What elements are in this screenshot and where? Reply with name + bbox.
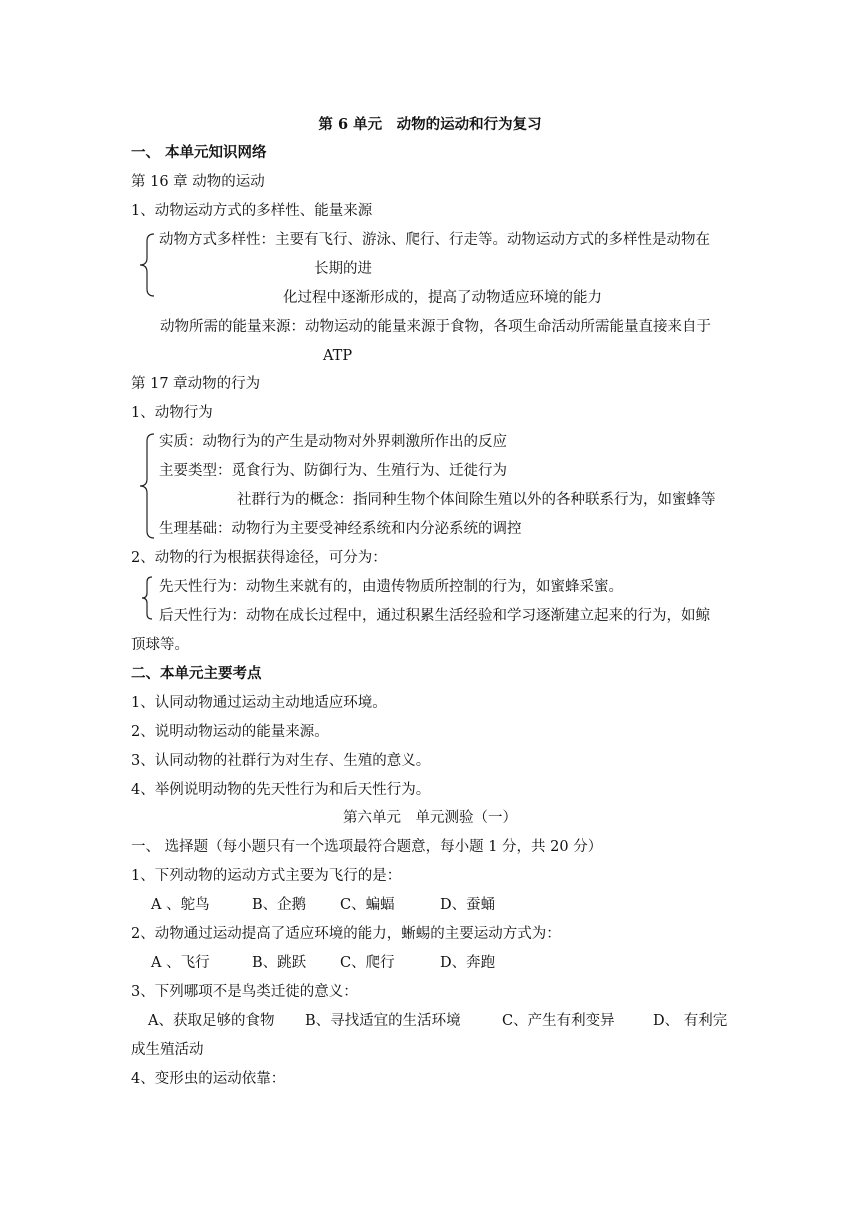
left-brace-behavior [138, 432, 156, 540]
behavior-essence: 实质：动物行为的产生是动物对外界刺激所作出的反应 [159, 434, 507, 450]
energy-source-line-2: ATP [323, 348, 353, 364]
key-point-item: 2、说明动物运动的能量来源。 [131, 724, 329, 740]
question-1-option-d: D、蚕蛹 [440, 897, 496, 913]
question-4-stem: 4、变形虫的运动依靠： [131, 1071, 286, 1087]
question-3-option-d-continued: 成生殖活动 [131, 1042, 204, 1058]
learned-behavior-line-1: 后天性行为：动物在成长过程中，通过积累生活经验和学习逐渐建立起来的行为，如鲸 [159, 608, 710, 624]
energy-source-line-1: 动物所需的能量来源：动物运动的能量来源于食物，各项生命活动所需能量直接来自于 [160, 319, 711, 335]
learned-behavior-line-2: 顶球等。 [131, 637, 189, 653]
question-2-option-d: D、奔跑 [440, 955, 496, 971]
question-2-option-c: C、爬行 [340, 955, 395, 971]
question-3-option-d: D、 有利完 [653, 1013, 728, 1029]
unit-test-title: 第六单元 单元测验（一） [343, 810, 517, 826]
diversity-text-line-2: 长期的进 [314, 261, 372, 277]
behavior-physiological-basis: 生理基础：动物行为主要受神经系统和内分泌系统的调控 [159, 521, 522, 537]
diversity-text-line-3: 化过程中逐渐形成的，提高了动物适应环境的能力 [283, 290, 602, 306]
point-movement-diversity: 1、动物运动方式的多样性、能量来源 [131, 203, 373, 219]
test-instructions: 一、 选择题（每小题只有一个选项最符合题意，每小题 1 分，共 20 分） [131, 839, 603, 855]
section-heading-knowledge-network: 一、 本单元知识网络 [131, 144, 267, 161]
innate-behavior: 先天性行为：动物生来就有的，由遗传物质所控制的行为，如蜜蜂采蜜。 [159, 579, 623, 595]
section-heading-key-points: 二、本单元主要考点 [131, 665, 262, 682]
question-1-option-b: B、企鹅 [252, 897, 307, 913]
left-brace-movement [138, 232, 156, 298]
question-2-option-b: B、跳跃 [252, 955, 307, 971]
left-brace-innate-learned [140, 575, 154, 621]
question-3-option-c: C、产生有利变异 [502, 1013, 615, 1029]
diversity-text-line-1: 动物方式多样性：主要有飞行、游泳、爬行、行走等。动物运动方式的多样性是动物在 [159, 232, 710, 248]
point-animal-behavior: 1、动物行为 [131, 405, 213, 421]
chapter-17-heading: 第 17 章动物的行为 [131, 376, 261, 392]
question-3-option-a: A、获取足够的食物 [148, 1013, 275, 1029]
question-2-stem: 2、动物通过运动提高了适应环境的能力，蜥蜴的主要运动方式为： [131, 926, 561, 942]
chapter-16-heading: 第 16 章 动物的运动 [131, 174, 265, 190]
question-2-option-a: A 、飞行 [151, 955, 210, 971]
behavior-types: 主要类型：觅食行为、防御行为、生殖行为、迁徙行为 [159, 463, 507, 479]
question-3-option-b: B、寻找适宜的生活环境 [305, 1013, 461, 1029]
social-behavior-definition: 社群行为的概念：指同种生物个体间除生殖以外的各种联系行为，如蜜蜂等 [237, 492, 716, 508]
key-point-item: 1、认同动物通过运动主动地适应环境。 [131, 695, 387, 711]
document-title: 第 6 单元 动物的运动和行为复习 [318, 116, 542, 133]
question-1-option-a: A 、鸵鸟 [151, 897, 210, 913]
question-1-option-c: C、蝙蝠 [340, 897, 395, 913]
point-behavior-classification: 2、动物的行为根据获得途径，可分为： [131, 550, 387, 566]
question-1-stem: 1、下列动物的运动方式主要为飞行的是： [131, 868, 402, 884]
key-point-item: 3、认同动物的社群行为对生存、生殖的意义。 [131, 753, 431, 769]
question-3-stem: 3、下列哪项不是鸟类迁徙的意义： [131, 984, 358, 1000]
key-point-item: 4、举例说明动物的先天性行为和后天性行为。 [131, 782, 431, 798]
